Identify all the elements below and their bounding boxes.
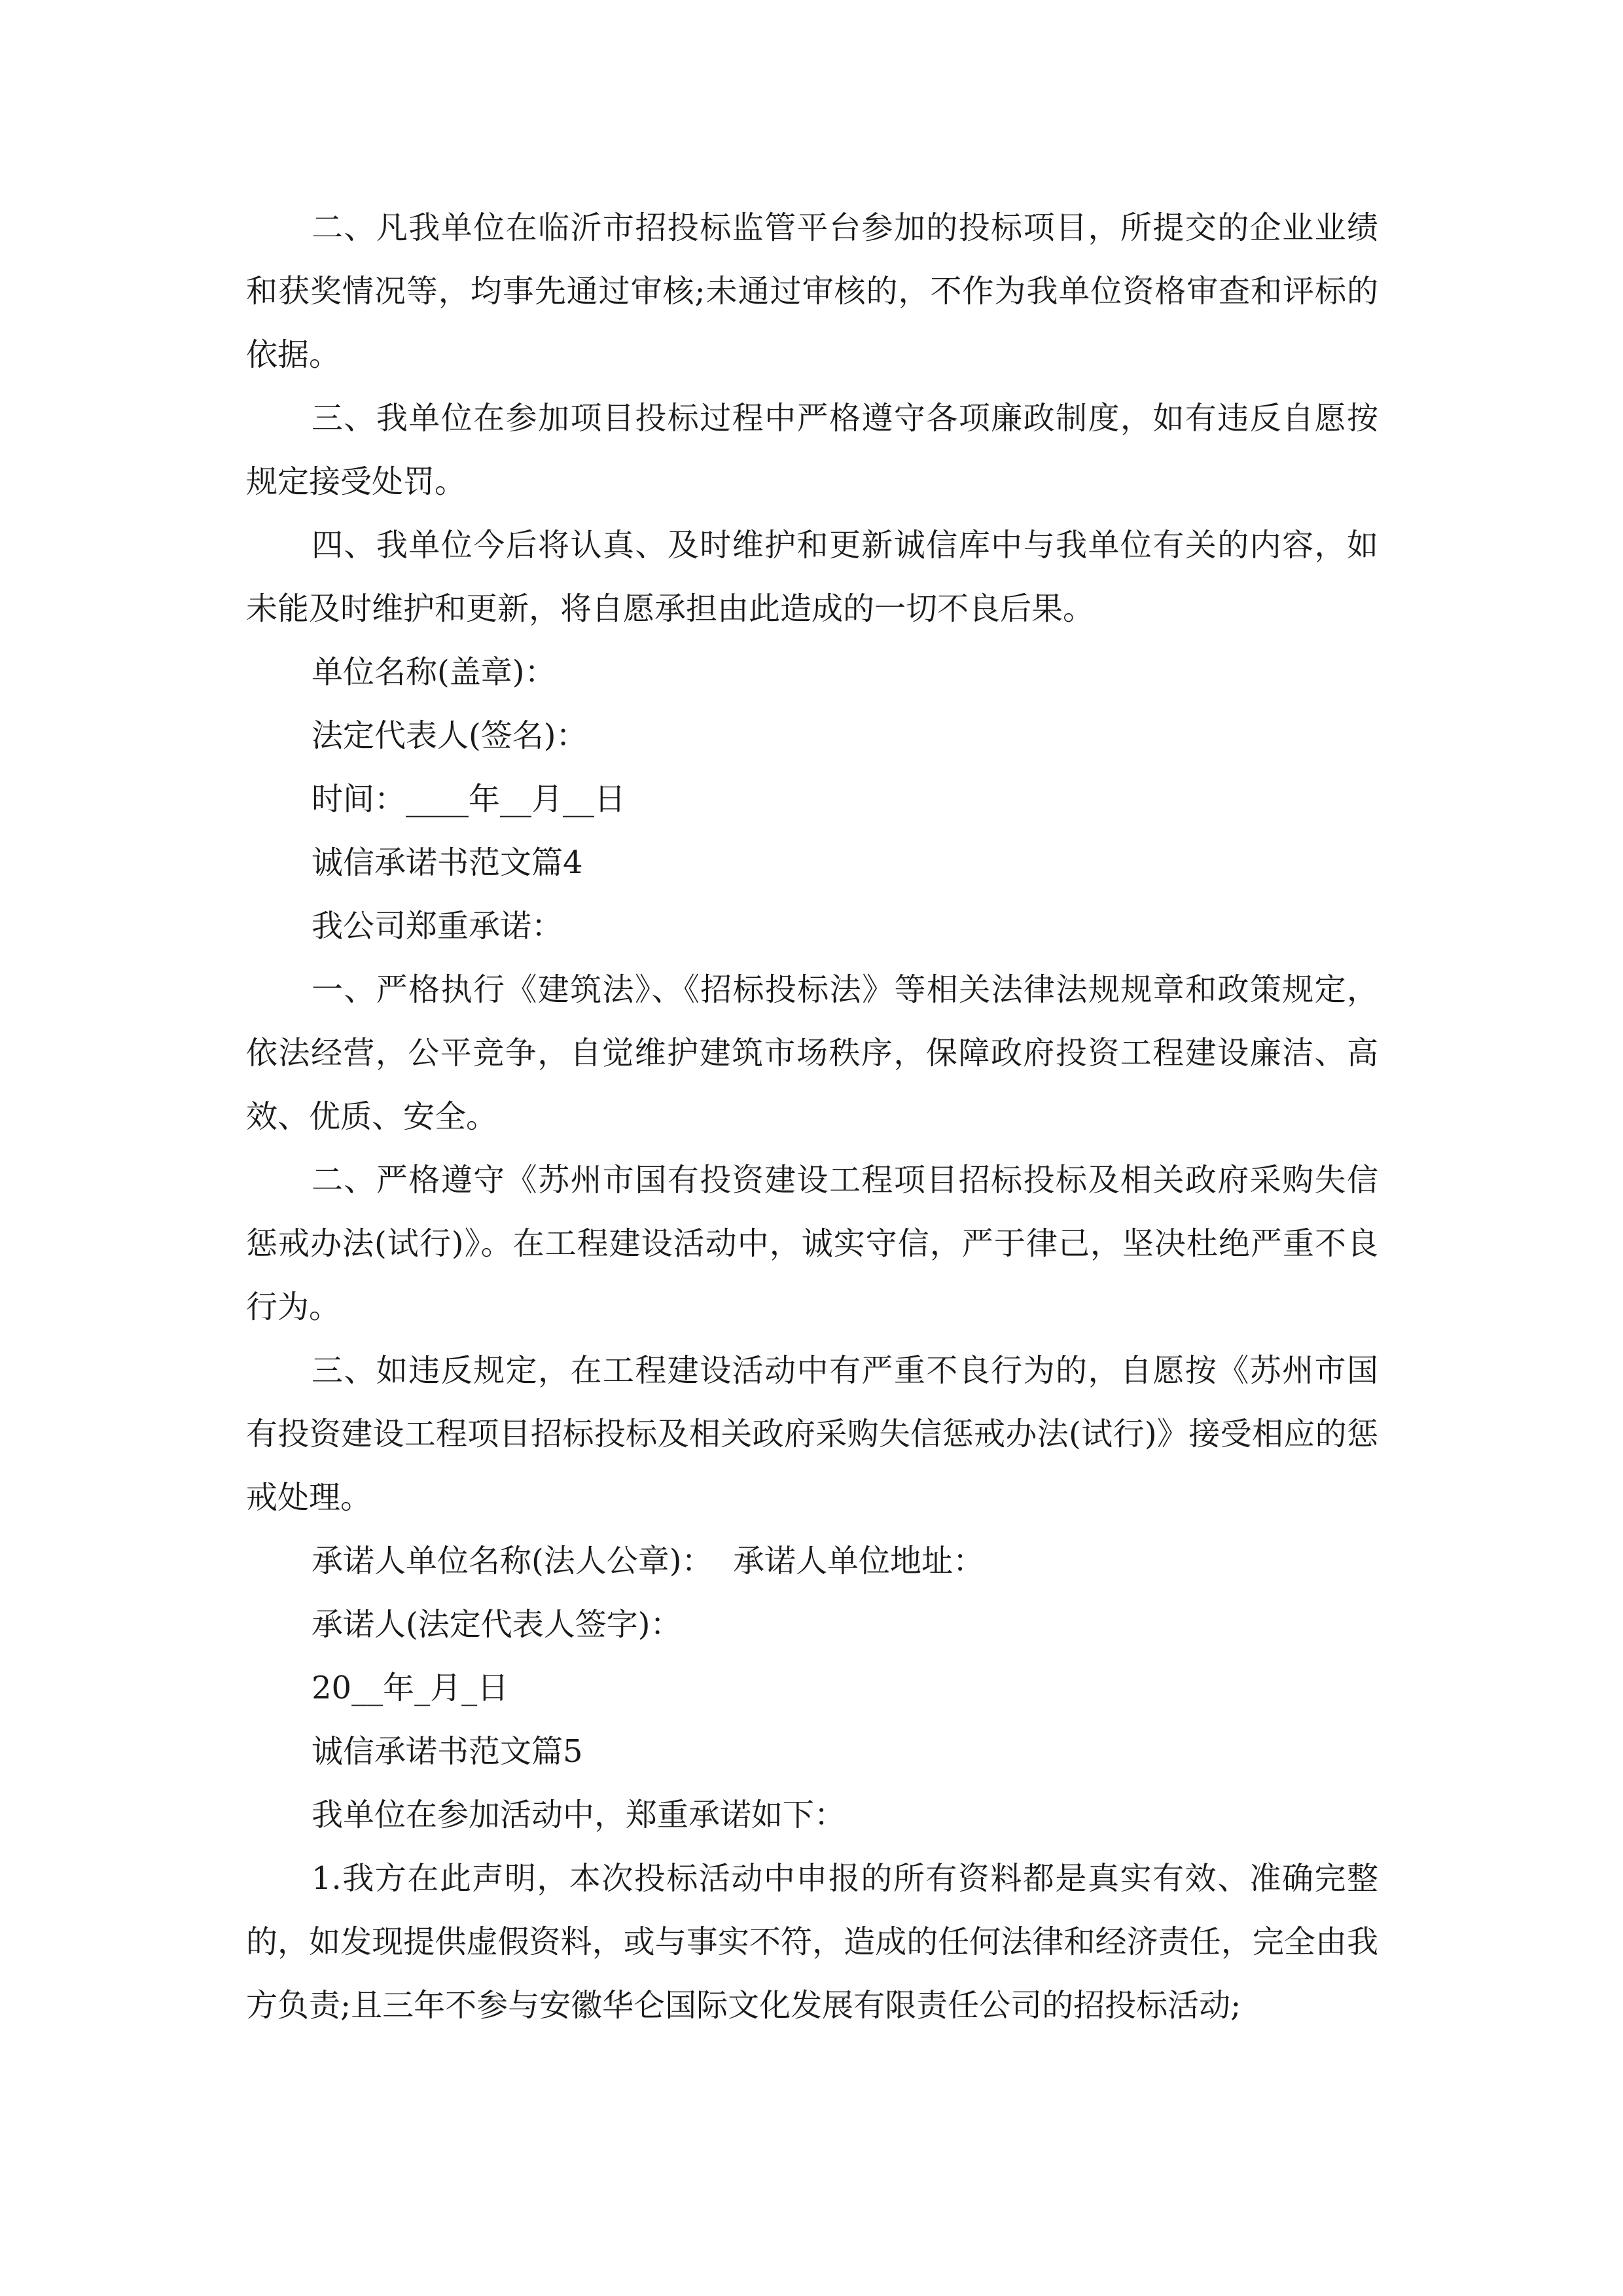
paragraph-item-2-measures: 二、严格遵守《苏州市国有投资建设工程项目招标投标及相关政府采购失信惩戒办法(试行)》。在工程建设活动中，诚实守信，严于律己，坚决杜绝严重不良行为。 xyxy=(246,1162,1378,1325)
signature-unit-and-address: 承诺人单位名称(法人公章)： 承诺人单位地址： xyxy=(312,1543,984,1579)
document-page xyxy=(246,196,1378,2037)
section-heading-4: 诚信承诺书范文篇4 xyxy=(312,844,583,881)
signature-date: 时间：____年__月__日 xyxy=(312,781,626,817)
signature-legal-rep: 法定代表人(签名)： xyxy=(312,717,588,754)
paragraph-item-3-penalty: 三、如违反规定，在工程建设活动中有严重不良行为的，自愿按《苏州市国有投资建设工程项目招标投标及相关政府采购失信惩戒办法(试行)》接受相应的惩戒处理。 xyxy=(246,1352,1378,1516)
paragraph-item-1-laws: 一、严格执行《建筑法》、《招标投标法》等相关法律法规规章和政策规定，依法经营，公平竞争，自觉维护建筑市场秩序，保障政府投资工程建设廉洁、高效、优质、安全。 xyxy=(246,971,1378,1135)
signature-unit-name: 单位名称(盖章)： xyxy=(312,654,556,691)
section-heading-5: 诚信承诺书范文篇5 xyxy=(312,1733,583,1770)
paragraph-intro-4: 我公司郑重承诺： xyxy=(312,908,563,944)
paragraph-item-4-update: 四、我单位今后将认真、及时维护和更新诚信库中与我单位有关的内容，如未能及时维护和更新，将自愿承担由此造成的一切不良后果。 xyxy=(246,527,1378,627)
paragraph-intro-5: 我单位在参加活动中，郑重承诺如下： xyxy=(312,1797,846,1833)
paragraph-item-3-integrity: 三、我单位在参加项目投标过程中严格遵守各项廉政制度，如有违反自愿按规定接受处罚。 xyxy=(246,400,1378,500)
signature-promisor: 承诺人(法定代表人签字)： xyxy=(312,1606,682,1643)
paragraph-item-2-qualification: 二、凡我单位在临沂市招投标监管平台参加的投标项目，所提交的企业业绩和获奖情况等，均事先通过审核;未通过审核的，不作为我单位资格审查和评标的依据。 xyxy=(246,209,1378,373)
paragraph-item-1-declaration: 1.我方在此声明，本次投标活动中申报的所有资料都是真实有效、准确完整的，如发现提供虚假资料，或与事实不符，造成的任何法律和经济责任，完全由我方负责;且三年不参与安徽华仑国际文化发展有限责任公司的招投标活动; xyxy=(246,1860,1378,2024)
signature-date-2: 20__年_月_日 xyxy=(312,1670,509,1706)
